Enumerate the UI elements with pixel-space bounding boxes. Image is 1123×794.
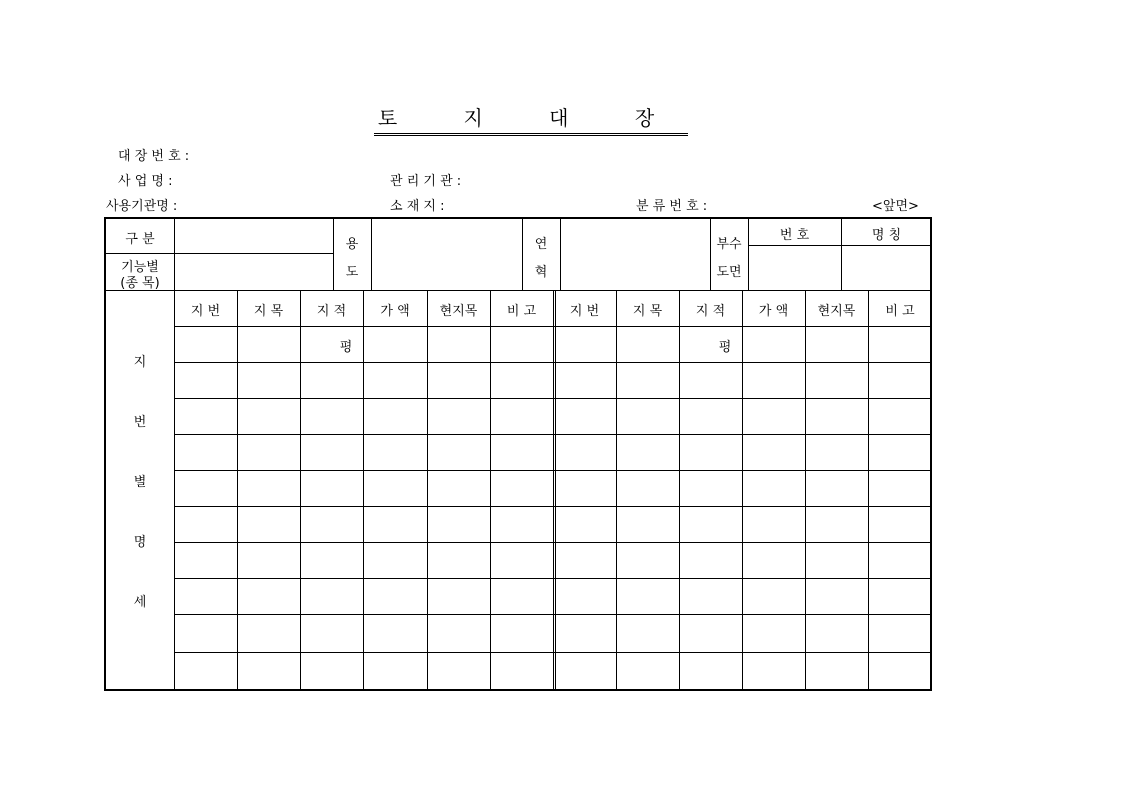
detail-cell[interactable] <box>617 435 678 469</box>
detail-cell[interactable] <box>617 579 678 613</box>
using-agency-label: 사용기관명 : <box>106 199 178 214</box>
column-header: 가 액 <box>380 304 410 319</box>
detail-cell[interactable] <box>301 543 362 577</box>
detail-cell[interactable] <box>364 363 426 397</box>
side-label-char: 번 <box>133 415 147 430</box>
detail-cell[interactable] <box>806 653 867 690</box>
column-header: 지 목 <box>253 304 284 319</box>
detail-cell[interactable] <box>869 543 931 577</box>
detail-cell[interactable] <box>743 435 804 469</box>
detail-cell[interactable] <box>175 543 236 577</box>
detail-cell[interactable] <box>554 363 615 397</box>
detail-cell[interactable] <box>554 435 615 469</box>
detail-cell[interactable] <box>743 399 804 433</box>
detail-cell[interactable] <box>806 399 867 433</box>
side-label-column <box>106 291 174 691</box>
detail-cell[interactable] <box>617 363 678 397</box>
detail-cell[interactable] <box>491 327 552 361</box>
detail-cell[interactable] <box>869 399 931 433</box>
detail-cell[interactable] <box>617 399 678 433</box>
detail-cell[interactable] <box>743 543 804 577</box>
detail-cell[interactable] <box>364 579 426 613</box>
detail-cell[interactable] <box>364 653 426 690</box>
detail-cell[interactable] <box>680 435 741 469</box>
detail-cell[interactable] <box>554 507 615 541</box>
detail-cell[interactable] <box>869 327 931 361</box>
detail-cell[interactable] <box>428 653 489 690</box>
side-label-char: 별 <box>133 475 147 490</box>
column-header: 지 목 <box>632 304 663 319</box>
detail-cell[interactable] <box>680 579 741 613</box>
front-side-label: <앞면> <box>872 199 919 214</box>
detail-cell[interactable] <box>617 327 678 361</box>
detail-cell[interactable] <box>428 363 489 397</box>
detail-cell[interactable] <box>428 435 489 469</box>
detail-cell[interactable] <box>806 363 867 397</box>
detail-cell[interactable] <box>869 653 931 690</box>
detail-cell[interactable] <box>491 363 552 397</box>
side-label-char: 명 <box>133 535 147 550</box>
area-unit-label: 평 <box>339 340 353 355</box>
detail-cell[interactable] <box>806 507 867 541</box>
category-label: 구 분 <box>125 232 155 247</box>
column-header: 현지목 <box>817 304 856 319</box>
detail-cell[interactable] <box>491 471 552 505</box>
detail-cell[interactable] <box>175 615 236 651</box>
detail-cell[interactable] <box>238 543 299 577</box>
detail-cell[interactable] <box>428 507 489 541</box>
detail-cell[interactable] <box>806 615 867 651</box>
detail-cell[interactable] <box>869 579 931 613</box>
column-header: 비 고 <box>885 304 915 319</box>
detail-cell[interactable] <box>869 435 931 469</box>
land-ledger-form <box>104 217 932 691</box>
detail-cell[interactable] <box>806 435 867 469</box>
detail-cell[interactable] <box>238 471 299 505</box>
detail-cell[interactable] <box>364 327 426 361</box>
detail-cell[interactable] <box>806 327 867 361</box>
detail-cell[interactable] <box>491 507 552 541</box>
detail-cell[interactable] <box>301 471 362 505</box>
detail-cell[interactable] <box>364 471 426 505</box>
project-name-label: 사 업 명 : <box>118 174 173 189</box>
detail-cell[interactable] <box>743 653 804 690</box>
detail-cell[interactable] <box>617 543 678 577</box>
detail-cell[interactable] <box>743 615 804 651</box>
detail-cell[interactable] <box>175 399 236 433</box>
detail-cell[interactable] <box>680 471 741 505</box>
detail-cell[interactable] <box>238 435 299 469</box>
detail-cell[interactable] <box>617 471 678 505</box>
detail-cell[interactable] <box>301 615 362 651</box>
managing-agency-label: 관 리 기 관 : <box>390 174 462 189</box>
detail-cell[interactable] <box>301 363 362 397</box>
detail-cell[interactable] <box>617 507 678 541</box>
detail-cell[interactable] <box>617 653 678 690</box>
location-label: 소 재 지 : <box>390 199 445 214</box>
detail-cell[interactable] <box>238 615 299 651</box>
detail-cell[interactable] <box>301 399 362 433</box>
detail-cell[interactable] <box>238 363 299 397</box>
detail-cell[interactable] <box>301 327 362 361</box>
detail-cell[interactable] <box>554 615 615 651</box>
detail-cell[interactable] <box>175 435 236 469</box>
detail-cell[interactable] <box>175 363 236 397</box>
title-text: 토 지 대 장 <box>374 102 688 136</box>
detail-cell[interactable] <box>743 327 804 361</box>
detail-cell[interactable] <box>869 615 931 651</box>
detail-cell[interactable] <box>175 653 236 690</box>
detail-cell[interactable] <box>554 579 615 613</box>
detail-cell[interactable] <box>301 579 362 613</box>
side-label-char: 지 <box>133 355 147 370</box>
column-header: 지 번 <box>569 304 600 319</box>
detail-cell[interactable] <box>491 579 552 613</box>
detail-cell[interactable] <box>301 435 362 469</box>
column-header: 지 적 <box>316 304 347 319</box>
detail-cell[interactable] <box>364 615 426 651</box>
detail-cell[interactable] <box>364 435 426 469</box>
detail-cell[interactable] <box>491 543 552 577</box>
detail-cell[interactable] <box>301 507 362 541</box>
detail-cell[interactable] <box>428 471 489 505</box>
detail-cell[interactable] <box>806 579 867 613</box>
column-header: 현지목 <box>439 304 478 319</box>
name-label: 명 칭 <box>871 228 902 243</box>
ledger-no-label: 대 장 번 호 : <box>118 149 190 164</box>
detail-cell[interactable] <box>238 653 299 690</box>
detail-cell[interactable] <box>364 399 426 433</box>
detail-cell[interactable] <box>175 327 236 361</box>
detail-cell[interactable] <box>617 615 678 651</box>
detail-cell[interactable] <box>491 653 552 690</box>
detail-cell[interactable] <box>554 543 615 577</box>
detail-cell[interactable] <box>680 615 741 651</box>
detail-cell[interactable] <box>175 579 236 613</box>
type-label: (종 목) <box>120 276 160 291</box>
detail-cell[interactable] <box>428 327 489 361</box>
detail-cell[interactable] <box>743 471 804 505</box>
detail-cell[interactable] <box>428 399 489 433</box>
detail-section <box>106 291 932 691</box>
detail-cell[interactable] <box>806 471 867 505</box>
detail-cell[interactable] <box>554 471 615 505</box>
detail-cell[interactable] <box>680 543 741 577</box>
detail-cell[interactable] <box>743 579 804 613</box>
detail-cell[interactable] <box>491 615 552 651</box>
detail-cell[interactable] <box>806 543 867 577</box>
attached-label-1: 부수 <box>716 237 742 252</box>
detail-cell[interactable] <box>680 327 741 361</box>
detail-cell[interactable] <box>554 653 615 690</box>
side-label-char: 세 <box>133 595 147 610</box>
attached-label-2: 도면 <box>716 265 742 280</box>
detail-cell[interactable] <box>743 363 804 397</box>
detail-cell[interactable] <box>364 543 426 577</box>
detail-cell[interactable] <box>869 471 931 505</box>
column-header: 비 고 <box>506 304 537 319</box>
use-label-2: 도 <box>345 265 359 280</box>
number-label: 번 호 <box>779 228 810 243</box>
detail-cell[interactable] <box>491 399 552 433</box>
detail-cell[interactable] <box>554 399 615 433</box>
detail-cell[interactable] <box>238 399 299 433</box>
document-title <box>0 102 1036 136</box>
detail-cell[interactable] <box>680 363 741 397</box>
detail-cell[interactable] <box>491 435 552 469</box>
detail-cell[interactable] <box>428 615 489 651</box>
detail-cell[interactable] <box>680 399 741 433</box>
function-label: 기능별 <box>121 260 159 275</box>
area-unit-label: 평 <box>718 340 732 355</box>
detail-cell[interactable] <box>428 543 489 577</box>
column-header: 지 적 <box>695 304 726 319</box>
detail-cell[interactable] <box>238 579 299 613</box>
column-header: 지 번 <box>190 304 221 319</box>
detail-cell[interactable] <box>869 363 931 397</box>
column-header: 가 액 <box>758 304 789 319</box>
detail-cell[interactable] <box>428 579 489 613</box>
detail-cell[interactable] <box>869 507 931 541</box>
detail-cell[interactable] <box>554 327 615 361</box>
detail-cell[interactable] <box>680 653 741 690</box>
detail-cell[interactable] <box>301 653 362 690</box>
history-label-2: 혁 <box>534 265 548 280</box>
detail-cell[interactable] <box>175 507 236 541</box>
detail-cell[interactable] <box>680 507 741 541</box>
use-label-1: 용 <box>345 237 359 252</box>
detail-cell[interactable] <box>238 327 299 361</box>
detail-cell[interactable] <box>743 507 804 541</box>
detail-cell[interactable] <box>238 507 299 541</box>
class-no-label: 분 류 번 호 : <box>636 199 708 214</box>
detail-cell[interactable] <box>175 471 236 505</box>
detail-cell[interactable] <box>364 507 426 541</box>
history-label-1: 연 <box>534 237 548 252</box>
